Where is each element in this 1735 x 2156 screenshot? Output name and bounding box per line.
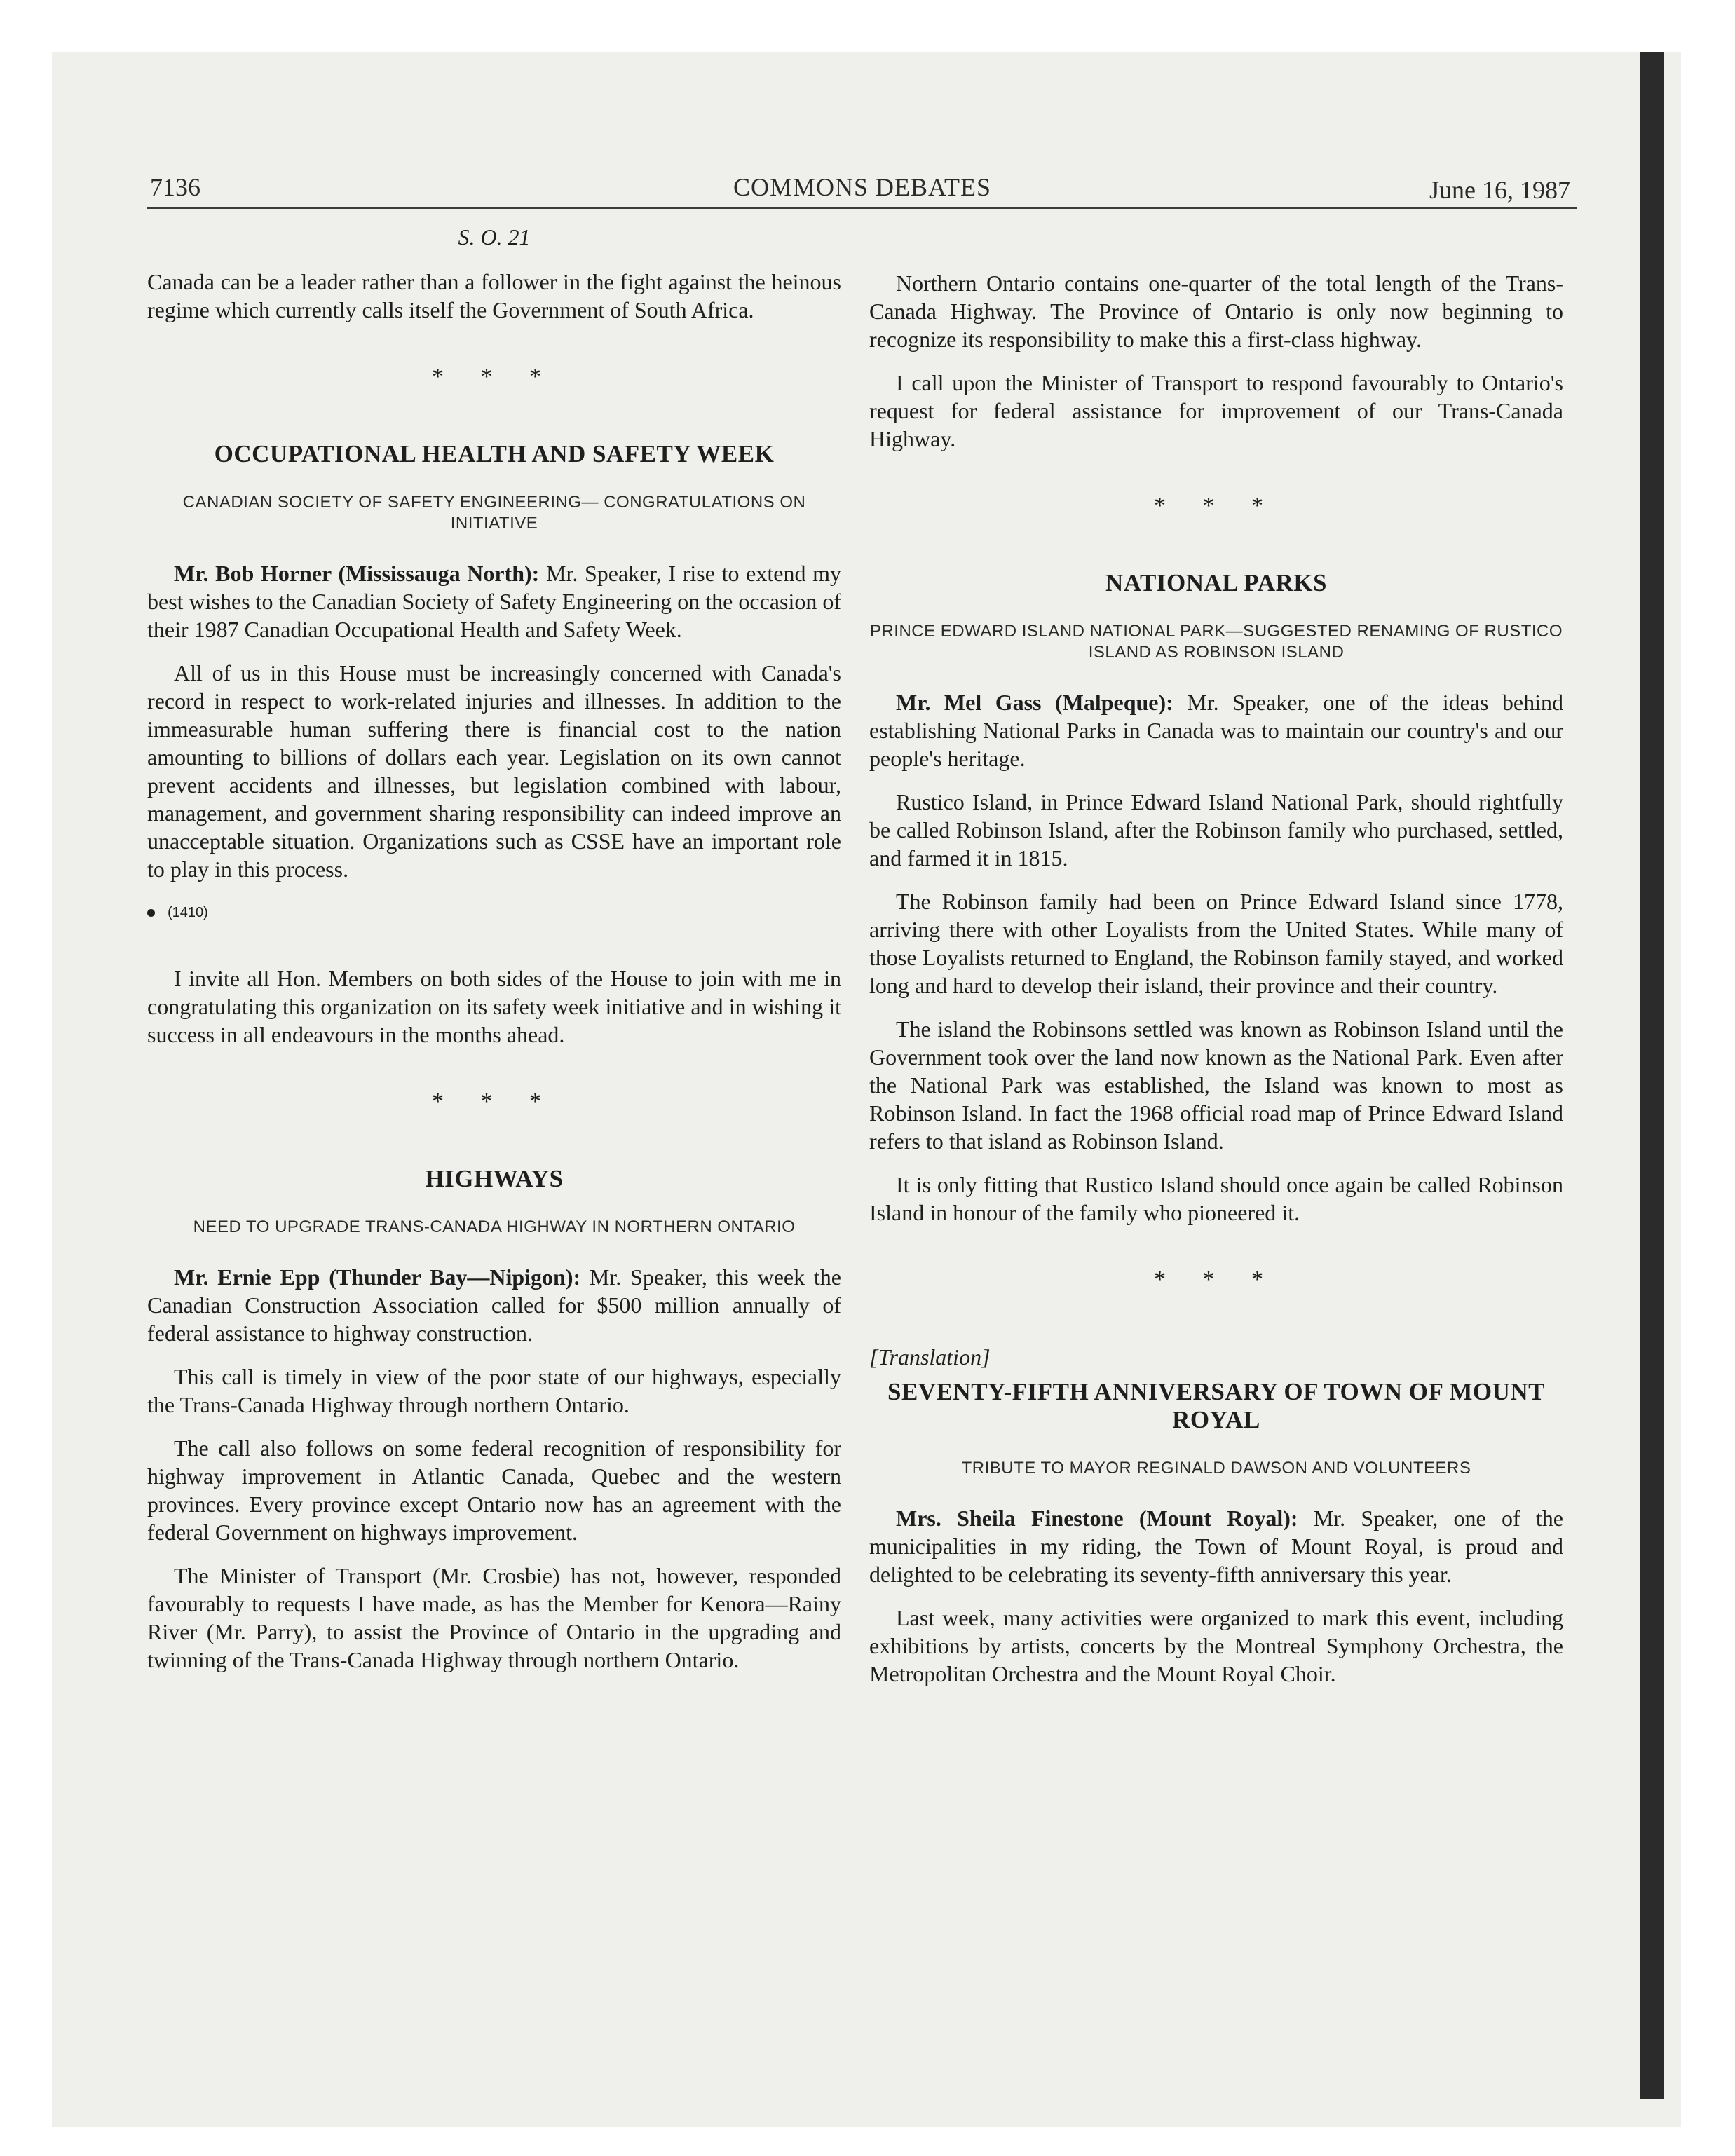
section-heading: SEVENTY-FIFTH ANNIVERSARY OF TOWN OF MOUNT ROYAL — [887, 1378, 1545, 1433]
section-heading: NATIONAL PARKS — [1105, 569, 1327, 596]
paragraph — [869, 688, 1563, 772]
speaker-name: Mr. Mel Gass (Malpeque): — [896, 690, 1173, 715]
page-date: June 16, 1987 — [1429, 176, 1570, 204]
paragraph: The call also follows on some federal recognition of responsibility for highway improvement in Atlantic Canada, Quebec and the western provinces. Every province except Ontario now has an agreement with the federal Government on highways improvement. — [147, 1435, 841, 1545]
translation-note: [Translation] — [869, 1344, 991, 1370]
speaker-name: Mr. Bob Horner (Mississauga North): — [174, 561, 540, 586]
section-separator: * * * — [432, 364, 557, 390]
paragraph: I call upon the Minister of Transport to respond favourably to Ontario's request for federal assistance for improvement of our Trans-Canada Highway. — [869, 370, 1563, 451]
time-marker-text: (1410) — [168, 905, 208, 920]
paragraph: Northern Ontario contains one-quarter of the total length of the Trans-Canada Highway. The Province of Ontario is only now beginning to recognize its responsibility to make this a first-class highway. — [869, 271, 1563, 352]
section-subheading: NEED TO UPGRADE TRANS-CANADA HIGHWAY IN NORTHERN ONTARIO — [193, 1217, 796, 1236]
right-column — [869, 269, 1563, 1703]
paragraph: I invite all Hon. Members on both sides of the House to join with me in congratulating this organization on its safety week initiative and in wishing it success in all endeavours in the months ahead. — [147, 966, 841, 1047]
paragraph: This call is timely in view of the poor state of our highways, especially the Trans-Canada Highway through northern Ontario. — [147, 1364, 841, 1417]
paragraph: The Robinson family had been on Prince Edward Island since 1778, arriving there with other Loyalists from the United States. While many of those Loyalists returned to England, the Robinson family stayed, and worked long and hard to develop their island, their province and their country. — [869, 889, 1563, 998]
publication-title: COMMONS DEBATES — [733, 173, 992, 201]
section-subheading: CANADIAN SOCIETY OF SAFETY ENGINEERING— CONGRATULATIONS ON INITIATIVE — [182, 493, 806, 533]
paragraph: Last week, many activities were organized to mark this event, including exhibitions by artists, concerts by the Montreal Symphony Orchestra, the Metropolitan Orchestra and the Mount Royal Choir. — [869, 1605, 1563, 1686]
scan-edge — [1640, 52, 1664, 2099]
page-header — [147, 172, 1577, 209]
section-heading: OCCUPATIONAL HEALTH AND SAFETY WEEK — [214, 440, 775, 468]
section-separator: * * * — [1154, 1267, 1279, 1292]
section-subheading: PRINCE EDWARD ISLAND NATIONAL PARK—SUGGESTED RENAMING OF RUSTICO ISLAND AS ROBINSON ISLAND — [869, 622, 1563, 662]
bullet-icon — [147, 909, 155, 917]
paragraph: The island the Robinsons settled was known as Robinson Island until the Government took over the land now known as the National Park. Even after the National Park was established, the Island was known to most as Robinson Island. In fact the 1968 official road map of Prince Edward Island refers to that island as Robinson Island. — [869, 1016, 1563, 1154]
speaker-name: Mr. Ernie Epp (Thunder Bay—Nipigon): — [174, 1264, 581, 1290]
paragraph: It is only fitting that Rustico Island should once again be called Robinson Island in honour of the family who pioneered it. — [869, 1172, 1563, 1225]
paragraph: The Minister of Transport (Mr. Crosbie) has not, however, responded favourably to requests I have made, as has the Member for Kenora—Rainy River (Mr. Parry), to assist the Province of Ontario in the upgrading and twinning of the Trans-Canada Highway through northern Ontario. — [147, 1563, 841, 1672]
section-subheading: TRIBUTE TO MAYOR REGINALD DAWSON AND VOLUNTEERS — [961, 1459, 1471, 1478]
paragraph-text: Mr. Speaker, one of the municipalities in my riding, the Town of Mount Royal, is proud and delighted to be celebrating its seventy-fifth anniversary this year. — [869, 1506, 1564, 1587]
standing-order-label: S. O. 21 — [458, 224, 531, 250]
paragraph — [147, 1263, 841, 1347]
section-separator: * * * — [432, 1089, 557, 1114]
paragraph-text: Mr. Speaker, I rise to extend my best wishes to the Canadian Society of Safety Engineering on the occasion of their 1987 Canadian Occupational Health and Safety Week. — [147, 561, 842, 642]
section-heading: HIGHWAYS — [425, 1165, 564, 1192]
time-marker — [147, 899, 841, 927]
paragraph: All of us in this House must be increasingly concerned with Canada's record in respect to work-related injuries and illnesses. In addition to the immeasurable human suffering there is financial cost to the nation amounting to billions of dollars each year. Legislation on its own cannot prevent accidents and illnesses, but legislation combined with labour, management, and government sharing responsibility can indeed improve an unacceptable situation. Organizations such as CSSE have an important role to play in this process. — [147, 660, 841, 882]
paragraph-text: Mr. Speaker, this week the Canadian Construction Association called for $500 million annually of federal assistance to highway construction. — [147, 1264, 841, 1346]
speaker-name: Mrs. Sheila Finestone (Mount Royal): — [896, 1506, 1298, 1531]
left-column — [147, 223, 841, 1689]
page-number: 7136 — [150, 173, 200, 201]
paragraph — [869, 1504, 1563, 1588]
paragraph — [147, 559, 841, 643]
paragraph: Canada can be a leader rather than a follower in the fight against the heinous regime which currently calls itself the Government of South Africa. — [147, 269, 841, 322]
paragraph: Rustico Island, in Prince Edward Island National Park, should rightfully be called Robinson Island, after the Robinson family who purchased, settled, and farmed it in 1815. — [869, 789, 1563, 871]
section-separator: * * * — [1154, 493, 1279, 519]
paragraph-text: Mr. Speaker, one of the ideas behind establishing National Parks in Canada was to maintain our country's and our people's heritage. — [869, 690, 1564, 771]
